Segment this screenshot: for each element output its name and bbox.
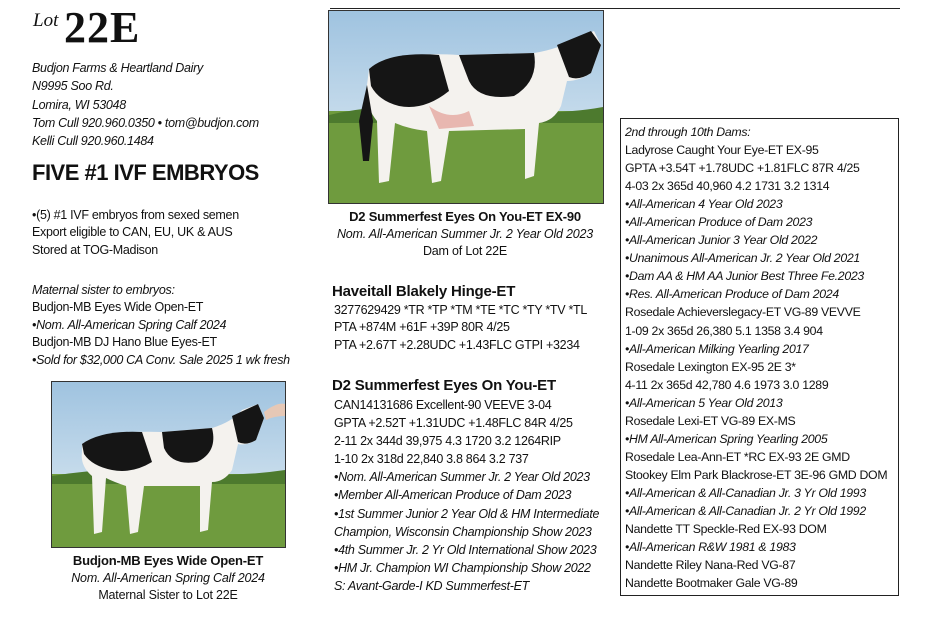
lot-number: 22E <box>64 3 141 52</box>
caption-subtitle: Nom. All-American Summer Jr. 2 Year Old 2023 <box>336 226 594 241</box>
dam-photo <box>328 10 604 204</box>
caption-subtitle: Nom. All-American Spring Calf 2024 <box>71 570 265 585</box>
dams-line: •Unanimous All-American Jr. 2 Year Old 2021 <box>625 251 860 266</box>
dam-line: •4th Summer Jr. 2 Yr Old International Show 2023 <box>334 542 597 557</box>
dam-name: D2 Summerfest Eyes On You-ET <box>332 377 556 394</box>
maternal-line: •Nom. All-American Spring Calf 2024 <box>32 317 227 332</box>
dams-line: Nandette TT Speckle-Red EX-93 DOM <box>625 522 827 537</box>
maternal-line: •Sold for $32,000 CA Conv. Sale 2025 1 wk fresh <box>32 352 290 367</box>
sire-line: PTA +874M +61F +39P 80R 4/25 <box>334 320 510 335</box>
maternal-line: Budjon-MB DJ Hano Blue Eyes-ET <box>32 335 217 350</box>
dams-line: Nandette Bootmaker Gale VG-89 <box>625 576 798 591</box>
dam-line: •Member All-American Produce of Dam 2023 <box>334 488 572 503</box>
sire-name: Haveitall Blakely Hinge-ET <box>332 283 516 300</box>
dams-line: 2nd through 10th Dams: <box>625 125 751 139</box>
dam-line: GPTA +2.52T +1.31UDC +1.48FLC 84R 4/25 <box>334 416 573 431</box>
caption-note: Maternal Sister to Lot 22E <box>98 588 238 602</box>
sister-photo-caption <box>20 552 316 605</box>
dams-list <box>625 123 887 592</box>
dams-line: •All-American & All-Canadian Jr. 3 Yr Old 1993 <box>625 485 866 500</box>
dams-line: •All-American Milking Yearling 2017 <box>625 341 809 356</box>
sister-photo <box>51 381 286 548</box>
offer-line: •(5) #1 IVF embryos from sexed semen <box>32 208 239 222</box>
dams-line: Ladyrose Caught Your Eye-ET EX-95 <box>625 143 819 158</box>
dam-line: CAN14131686 Excellent-90 VEEVE 3-04 <box>334 398 552 412</box>
dams-line: Nandette Riley Nana-Red VG-87 <box>625 558 796 573</box>
dam-line: 2-11 2x 344d 39,975 4.3 1720 3.2 1264RIP <box>334 434 561 449</box>
contact-farm: Budjon Farms & Heartland Dairy <box>32 61 203 75</box>
dam-details <box>334 396 599 595</box>
maternal-line: Budjon-MB Eyes Wide Open-ET <box>32 300 204 315</box>
dams-line: •All-American & All-Canadian Jr. 2 Yr Old 1992 <box>625 503 866 518</box>
dams-line: •All-American R&W 1981 & 1983 <box>625 540 796 555</box>
dams-line: Rosedale Lexington EX-95 2E 3* <box>625 359 796 374</box>
dams-line: •HM All-American Spring Yearling 2005 <box>625 431 828 446</box>
offer-details <box>32 207 239 259</box>
contact-city: Lomira, WI 53048 <box>32 97 126 112</box>
dams-line: 4-11 2x 365d 42,780 4.6 1973 3.0 1289 <box>625 377 829 392</box>
dams-line: •Res. All-American Produce of Dam 2024 <box>625 287 839 302</box>
top-rule <box>330 8 900 9</box>
contact-kelli: Kelli Cull 920.960.1484 <box>32 134 154 149</box>
dams-line: •All-American 4 Year Old 2023 <box>625 197 783 212</box>
dams-line: Rosedale Lea-Ann-ET *RC EX-93 2E GMD <box>625 449 850 464</box>
dams-line: Stookey Elm Park Blackrose-ET 3E-96 GMD DOM <box>625 467 888 482</box>
maternal-block <box>32 282 290 369</box>
dam-line: •Nom. All-American Summer Jr. 2 Year Old 2023 <box>334 470 590 485</box>
contact-block <box>32 59 259 150</box>
sire-details <box>334 302 587 354</box>
maternal-line: Maternal sister to embryos: <box>32 283 175 297</box>
caption-note: Dam of Lot 22E <box>422 244 508 258</box>
sire-line: PTA +2.67T +2.28UDC +1.43FLC GTPI +3234 <box>334 337 580 352</box>
sire-line: 3277629429 *TR *TP *TM *TE *TC *TY *TV *TL <box>334 303 588 317</box>
dams-line: •All-American Junior 3 Year Old 2022 <box>625 233 818 248</box>
dam-photo-caption <box>300 208 630 261</box>
dam-line: S: Avant-Garde-I KD Summerfest-ET <box>334 578 530 593</box>
dam-line: •1st Summer Junior 2 Year Old & HM Intermediate <box>334 506 600 521</box>
dam-line: •HM Jr. Champion WI Championship Show 2022 <box>334 560 591 575</box>
dams-line: •All-American Produce of Dam 2023 <box>625 215 813 230</box>
dams-line: •All-American 5 Year Old 2013 <box>625 395 783 410</box>
dams-line: GPTA +3.54T +1.78UDC +1.81FLC 87R 4/25 <box>625 161 860 176</box>
offer-line: Export eligible to CAN, EU, UK & AUS <box>32 225 233 240</box>
dams-line: Rosedale Achieverslegacy-ET VG-89 VEVVE <box>625 305 861 320</box>
dams-line: 1-09 2x 365d 26,380 5.1 1358 3.4 904 <box>625 323 823 338</box>
dams-line: 4-03 2x 365d 40,960 4.2 1731 3.2 1314 <box>625 179 830 194</box>
contact-address: N9995 Soo Rd. <box>32 79 114 94</box>
dam-line: 1-10 2x 318d 22,840 3.8 864 3.2 737 <box>334 452 529 467</box>
contact-tom: Tom Cull 920.960.0350 • tom@budjon.com <box>32 115 259 130</box>
caption-title: Budjon-MB Eyes Wide Open-ET <box>72 553 264 568</box>
caption-title: D2 Summerfest Eyes On You-ET EX-90 <box>349 209 581 224</box>
lot-label: Lot <box>33 10 59 31</box>
offer-line: Stored at TOG-Madison <box>32 242 158 257</box>
dams-line: •Dam AA & HM AA Junior Best Three Fe.2023 <box>625 269 864 284</box>
headline: FIVE #1 IVF EMBRYOS <box>32 160 259 185</box>
dam-line: Champion, Wisconsin Championship Show 2023 <box>334 524 592 539</box>
dams-line: Rosedale Lexi-ET VG-89 EX-MS <box>625 413 796 428</box>
